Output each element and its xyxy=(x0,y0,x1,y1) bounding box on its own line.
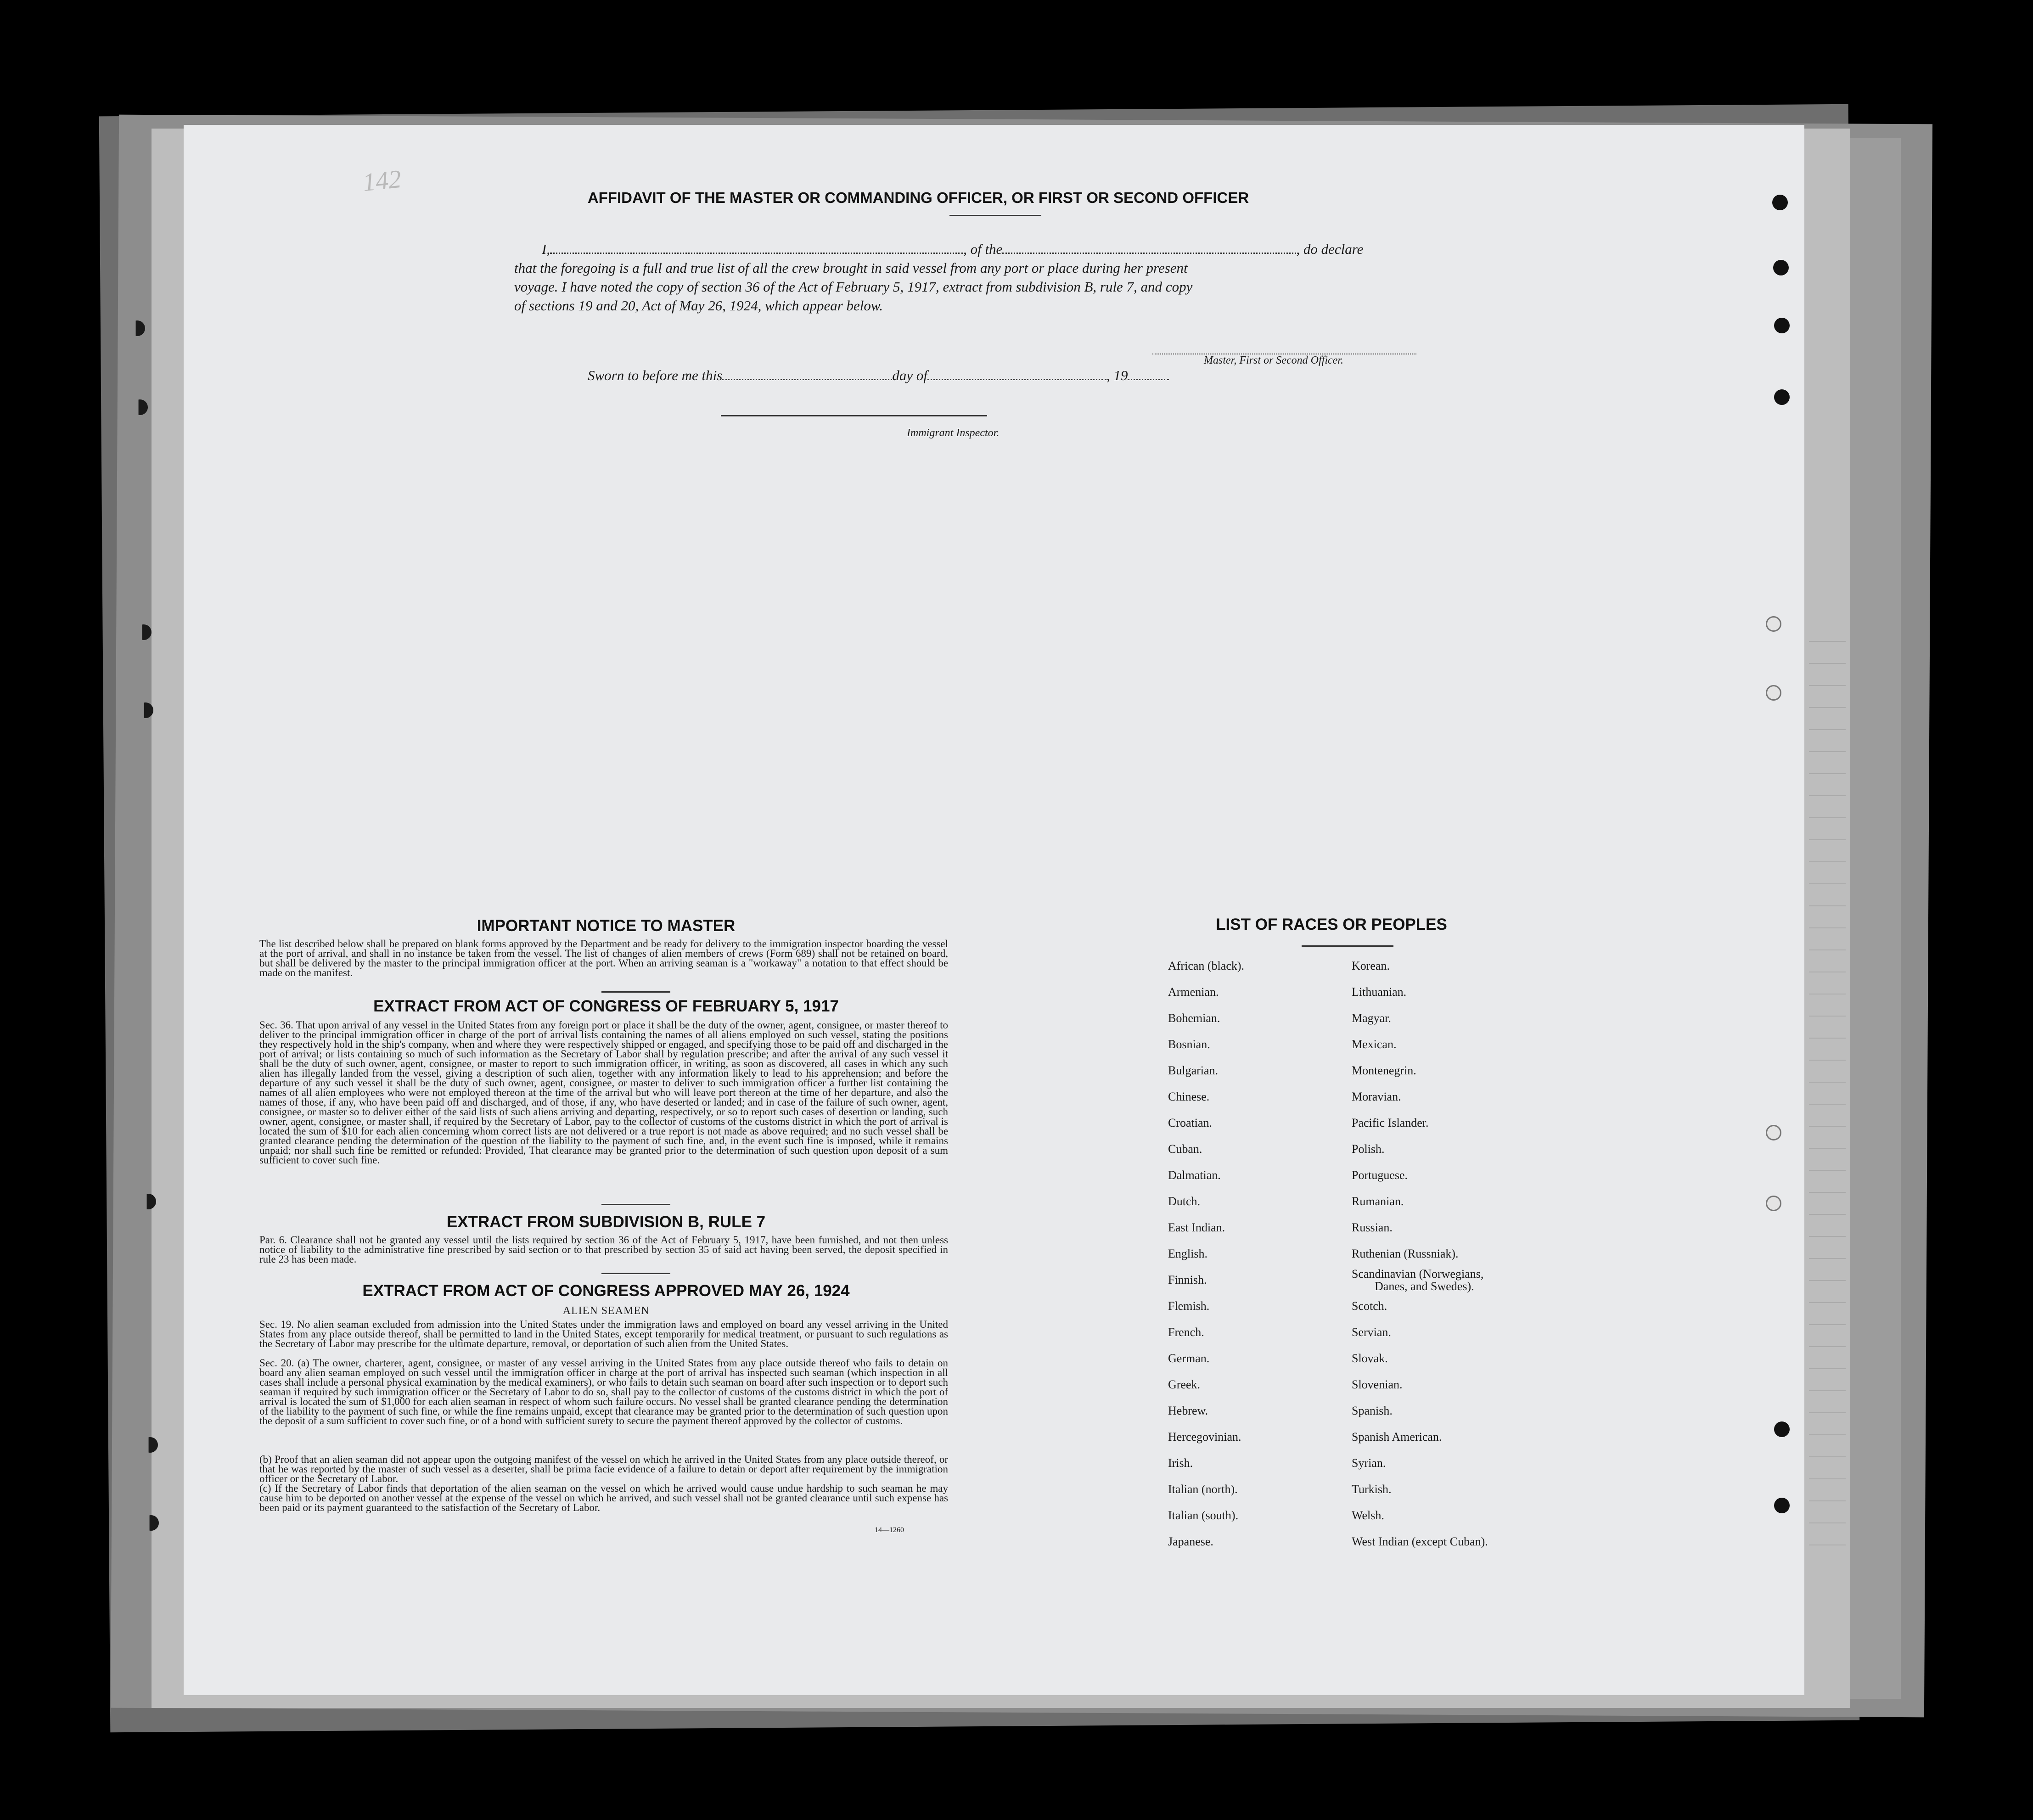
binder-hole xyxy=(1766,616,1781,632)
binder-hole xyxy=(1774,1498,1790,1513)
extract-1924-sec19: Sec. 19. No alien seaman excluded from admission into the United States under the immigration laws and employed on board any vessel arriving in the United States from any place outside thereof, shall be permitted to land in the United States, except temporarily for medical treatment, or pursuant to such regulations as the Secretary of Labor may prescribe for the ultimate departure, removal, or deportation of such alien from the United States. xyxy=(259,1319,948,1349)
inspector-signature-line xyxy=(721,415,987,416)
race-item: German. xyxy=(1168,1352,1210,1365)
race-item: East Indian. xyxy=(1168,1221,1225,1234)
race-item: English. xyxy=(1168,1247,1207,1260)
section-rule xyxy=(601,1204,670,1205)
race-item: Moravian. xyxy=(1352,1090,1401,1103)
races-title: LIST OF RACES OR PEOPLES xyxy=(1216,916,1447,933)
binder-hole xyxy=(1772,195,1788,210)
race-item: West Indian (except Cuban). xyxy=(1352,1535,1488,1548)
extract-rule7-title: EXTRACT FROM SUBDIVISION B, RULE 7 xyxy=(446,1213,766,1231)
race-item: Rumanian. xyxy=(1352,1195,1404,1208)
race-item: French. xyxy=(1168,1326,1204,1339)
race-item: Greek. xyxy=(1168,1378,1201,1391)
form-number: 14—1260 xyxy=(875,1526,904,1534)
race-item: African (black). xyxy=(1168,959,1245,972)
race-item: Armenian. xyxy=(1168,985,1219,999)
race-item: Turkish. xyxy=(1352,1483,1392,1496)
race-item: Bohemian. xyxy=(1168,1011,1220,1025)
affidavit-declaration: I, , of the , do declare that the foregoing is a full and true list of all the crew brought in said vessel from any port or place during her present voyage. I have noted the copy of section 36 of the Act of February 5, 1917, extract from subdivision B, rule 7, and copy of sections 19 and 20, Act of May 26, 1924, which appear below. xyxy=(514,241,1364,314)
race-item: Bosnian. xyxy=(1168,1038,1210,1051)
race-item: Spanish. xyxy=(1352,1404,1393,1417)
race-item: Portuguese. xyxy=(1352,1168,1408,1182)
underlying-ruled-edge xyxy=(1809,620,1846,1566)
race-item: Finnish. xyxy=(1168,1273,1207,1286)
page-number-mark: 142 xyxy=(361,164,403,197)
race-item: Montenegrin. xyxy=(1352,1064,1416,1077)
notice-title: IMPORTANT NOTICE TO MASTER xyxy=(477,917,736,935)
race-item: Scandinavian (Norwegians, xyxy=(1352,1267,1484,1281)
master-signature-label: Master, First or Second Officer. xyxy=(1204,354,1343,366)
race-item: Lithuanian. xyxy=(1352,985,1407,999)
section-rule xyxy=(1302,945,1393,947)
notice-text: The list described below shall be prepared on blank forms approved by the Department and be ready for delivery to the immigration inspector boarding the vessel at the port of arrival, and shall in no instance be taken from the vessel. The list of changes of alien members of crews (Form 689) shall not be retained on board, but shall be delivered by the master to the principal immigration officer at the port. When an arriving seaman is a "workaway" a notation to that effect should be made on the manifest. xyxy=(259,938,948,978)
race-item: Ruthenian (Russniak). xyxy=(1352,1247,1459,1260)
binder-hole xyxy=(1774,389,1790,405)
race-item: Danes, and Swedes). xyxy=(1375,1280,1474,1293)
race-item: Pacific Islander. xyxy=(1352,1116,1429,1129)
race-item: Croatian. xyxy=(1168,1116,1213,1129)
race-item: Chinese. xyxy=(1168,1090,1210,1103)
race-item: Italian (south). xyxy=(1168,1509,1239,1522)
race-item: Scotch. xyxy=(1352,1299,1387,1313)
extract-1924-sec20b: (b) Proof that an alien seaman did not appear upon the outgoing manifest of the vessel on which he arrived in the United States from any place outside thereof, or that he was reported by the master of such vessel as a deserter, shall be prima facie evidence of a failure to detain or deport after requirement by the immigration officer or the Secretary of Labor. xyxy=(259,1454,948,1484)
race-item: Irish. xyxy=(1168,1456,1193,1470)
race-item: Dalmatian. xyxy=(1168,1168,1221,1182)
race-item: Syrian. xyxy=(1352,1456,1386,1470)
title-rule xyxy=(949,215,1041,216)
binder-hole xyxy=(1766,685,1781,701)
race-item: Flemish. xyxy=(1168,1299,1210,1313)
binder-hole xyxy=(1774,318,1790,333)
extract-1917-title: EXTRACT FROM ACT OF CONGRESS OF FEBRUARY 5, 1917 xyxy=(373,997,839,1015)
extract-1917-text: Sec. 36. That upon arrival of any vessel in the United States from any foreign port or place it shall be the duty of the owner, agent, consignee, or master thereof to deliver to the principal immigration officer in charge of the port of arrival lists containing the names of all aliens employed on such vessel, stating the positions they respectively hold in the ship's company, when and where they were respectively shipped or engaged, and specifying those to be paid off and discharged in the port of arrival; or lists containing so much of such information as the Secretary of Labor shall by regulation prescribe; and after the arrival of any such vessel it shall be the duty of such owner, agent, consignee, or master to report to such immigration officer, in writing, as soon as discovered, all cases in which any such alien has illegally landed from the vessel, giving a description of such alien, together with any information likely to lead to his apprehension; and before the departure of any such vessel it shall be the duty of such owner, agent, consignee, or master to deliver to such immigration officer a further list containing the names of all alien employees who were not employed thereon at the time of the arrival but who will leave port thereon at the time of her departure, and also the names of those, if any, who have been paid off and discharged, and of those, if any, who have deserted or landed; and in case of the failure of such owner, agent, consignee, or master so to deliver either of the said lists of such aliens arriving and departing, respectively, or so to report such cases of desertion or landing, such owner, agent, consignee, or master shall, if required by the Secretary of Labor, pay to the collector of customs of the customs district in which the port of arrival is located the sum of $10 for each alien concerning whom correct lists are not delivered or a true report is not made as above required; and no such vessel shall be granted clearance pending the determination of the question of the liability to the payment of such fine, and, in the event such fine is imposed, while it remains unpaid; nor shall such fine be remitted or refunded: Provided, That clearance may be granted prior to the determination of such question upon deposit of a sum sufficient to cover such fine. xyxy=(259,1019,948,1166)
affidavit-title: AFFIDAVIT OF THE MASTER OR COMMANDING OFFICER, OR FIRST OR SECOND OFFICER xyxy=(587,189,1249,206)
extract-1924-sec20a: Sec. 20. (a) The owner, charterer, agent, consignee, or master of any vessel arriving in the United States from any place outside thereof who fails to detain on board any alien seaman employed on such vessel until the immigration officer in charge at the port of arrival has inspected such seaman (which inspection in all cases shall include a personal physical examination by the medical examiners), or who fails to detain such seaman on board after such inspection or to deport such seaman if required by such immigration officer or the Secretary of Labor to do so, shall pay to the collector of customs of the customs district in which the port of arrival is located the sum of $1,000 for each alien seaman in respect of whom such failure occurs. No vessel shall be granted clearance pending the determination of the liability to the payment of such fine, or while the fine remains unpaid, except that clearance may be granted prior to the determination of such question upon the deposit of a sum sufficient to cover such fine, or of a bond with sufficient surety to secure the payment thereof approved by the collector of customs. xyxy=(259,1357,948,1427)
binder-hole xyxy=(1766,1125,1781,1140)
race-item: Dutch. xyxy=(1168,1195,1201,1208)
document-page xyxy=(184,125,1804,1695)
race-item: Bulgarian. xyxy=(1168,1064,1219,1077)
sworn-line: Sworn to before me this day of , 19 xyxy=(588,367,1169,384)
race-item: Hercegovinian. xyxy=(1168,1430,1241,1444)
race-item: Italian (north). xyxy=(1168,1483,1238,1496)
race-item: Russian. xyxy=(1352,1221,1393,1234)
extract-rule7-text: Par. 6. Clearance shall not be granted any vessel until the lists required by section 36 of the Act of February 5, 1917, have been furnished, and not then unless notice of liability to the administrative fine prescribed by said section or to that prescribed by section 35 of said act having been served, the deposit specified in rule 23 has been made. xyxy=(259,1234,948,1265)
binder-hole xyxy=(1773,260,1789,275)
race-item: Slovak. xyxy=(1352,1352,1388,1365)
inspector-label: Immigrant Inspector. xyxy=(907,427,1000,439)
race-item: Polish. xyxy=(1352,1142,1385,1156)
section-rule xyxy=(601,1273,670,1274)
extract-1924-title: EXTRACT FROM ACT OF CONGRESS APPROVED MAY 26, 1924 xyxy=(362,1282,850,1300)
race-item: Welsh. xyxy=(1352,1509,1384,1522)
binder-hole xyxy=(1774,1421,1790,1437)
extract-1924-sec20c: (c) If the Secretary of Labor finds that deportation of the alien seaman on the vessel on which he arrived would cause undue hardship to such seaman he may cause him to be deported on another vessel at the expense of the vessel on which he arrived, and such vessel shall not be granted clearance until such expense has been paid or its payment guaranteed to the satisfaction of the Secretary of Labor. xyxy=(259,1483,948,1513)
section-rule xyxy=(601,991,670,993)
race-item: Servian. xyxy=(1352,1326,1391,1339)
alien-seamen-subtitle: ALIEN SEAMEN xyxy=(562,1305,650,1317)
race-item: Hebrew. xyxy=(1168,1404,1208,1417)
binder-hole xyxy=(1766,1196,1781,1211)
race-item: Mexican. xyxy=(1352,1038,1397,1051)
race-item: Slovenian. xyxy=(1352,1378,1403,1391)
race-item: Spanish American. xyxy=(1352,1430,1442,1444)
race-item: Korean. xyxy=(1352,959,1390,972)
race-item: Cuban. xyxy=(1168,1142,1202,1156)
race-item: Japanese. xyxy=(1168,1535,1213,1548)
race-item: Magyar. xyxy=(1352,1011,1391,1025)
